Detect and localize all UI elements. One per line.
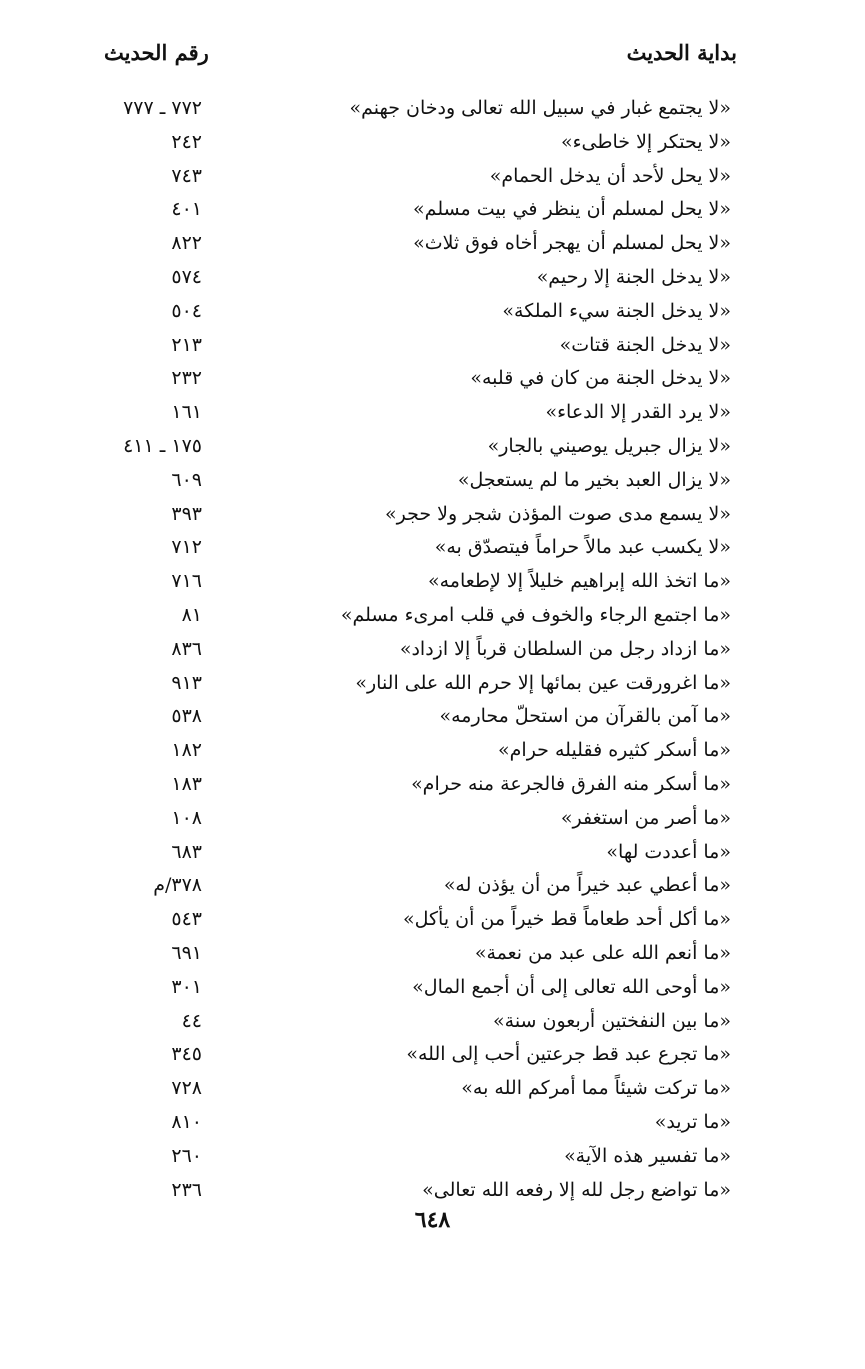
list-item xyxy=(0,769,865,803)
list-item xyxy=(0,735,865,769)
hadith-start-text: «ما تركت شيئاً مما أمركم الله به» xyxy=(461,1077,731,1100)
hadith-start-text: «ما أكل أحد طعاماً قط خيراً من أن يأكل» xyxy=(402,908,731,931)
page-number: ٦٤٨ xyxy=(414,1207,451,1233)
hadith-number: ٦٠٩ xyxy=(171,468,202,491)
hadith-number: ٥٠٤ xyxy=(171,299,202,322)
hadith-number: ٢٤٢ xyxy=(171,130,202,153)
hadith-number: ٣٧٨/م xyxy=(153,874,202,897)
list-item xyxy=(0,1073,865,1107)
hadith-number: ١٦١ xyxy=(171,401,202,424)
hadith-number: ٤٤ xyxy=(181,1009,202,1032)
hadith-number: ٢٦٠ xyxy=(171,1144,202,1167)
hadith-start-text: «ما بين النفختين أربعون سنة» xyxy=(493,1009,731,1032)
hadith-number: ٧١٢ xyxy=(171,536,202,559)
hadith-start-text: «لا يدخل الجنة سيء الملكة» xyxy=(502,299,731,322)
hadith-number: ٢٣٦ xyxy=(171,1178,202,1201)
hadith-number: ٢١٣ xyxy=(171,333,202,356)
list-item xyxy=(0,1039,865,1073)
hadith-start-text: «ما أصر من استغفر» xyxy=(560,806,731,829)
hadith-number: ٧٧٢ ـ ٧٧٧ xyxy=(123,97,202,119)
hadith-start-text: «ما أنعم الله على عبد من نعمة» xyxy=(474,941,731,964)
hadith-start-text: «لا يزال جبريل يوصيني بالجار» xyxy=(487,434,731,457)
hadith-start-text: «لا يزال العبد بخير ما لم يستعجل» xyxy=(457,468,731,491)
hadith-number: ٧٢٨ xyxy=(171,1077,202,1100)
hadith-start-text: «ما تريد» xyxy=(654,1110,731,1133)
hadith-number: ٤٠١ xyxy=(171,198,202,221)
hadith-number: ٦٨٣ xyxy=(171,840,202,863)
hadith-number: ٢٣٢ xyxy=(171,367,202,390)
hadith-start-text: «لا يرد القدر إلا الدعاء» xyxy=(545,401,731,424)
list-item xyxy=(0,566,865,600)
list-item xyxy=(0,532,865,566)
hadith-start-text: «ما تواضع رجل لله إلا رفعه الله تعالى» xyxy=(422,1178,731,1201)
hadith-number: ١٧٥ ـ ٤١١ xyxy=(123,434,202,457)
hadith-start-text: «لا يحل لمسلم أن ينظر في بيت مسلم» xyxy=(413,198,731,221)
hadith-number: ٦٩١ xyxy=(171,941,202,964)
hadith-number: ٥٤٣ xyxy=(171,908,202,931)
hadith-number: ٨١ xyxy=(181,603,202,626)
list-item xyxy=(0,431,865,465)
list-item xyxy=(0,1141,865,1175)
hadith-number: ٨٣٦ xyxy=(171,637,202,660)
list-item xyxy=(0,972,865,1006)
list-item xyxy=(0,296,865,330)
hadith-start-text: «ما ازداد رجل من السلطان قرباً إلا ازداد» xyxy=(399,637,731,660)
list-item xyxy=(0,837,865,871)
column-header-hadith-start: بداية الحديث xyxy=(626,40,737,65)
list-item xyxy=(0,194,865,228)
hadith-number: ٨١٠ xyxy=(171,1110,202,1133)
hadith-start-text: «لا يسمع مدى صوت المؤذن شجر ولا حجر» xyxy=(384,502,731,525)
hadith-number: ٣٠١ xyxy=(171,975,202,998)
list-item xyxy=(0,1006,865,1040)
hadith-start-text: «ما تجرع عبد قط جرعتين أحب إلى الله» xyxy=(406,1043,731,1066)
list-item xyxy=(0,938,865,972)
hadith-start-text: «لا يدخل الجنة قتات» xyxy=(559,333,731,356)
hadith-number: ٨٢٢ xyxy=(171,232,202,255)
hadith-number: ٩١٣ xyxy=(171,671,202,694)
list-item xyxy=(0,228,865,262)
hadith-index-list xyxy=(0,93,865,1208)
hadith-number: ٥٣٨ xyxy=(171,705,202,728)
hadith-start-text: «لا يدخل الجنة إلا رحيم» xyxy=(536,265,731,288)
list-item xyxy=(0,701,865,735)
hadith-number: ١٠٨ xyxy=(171,806,202,829)
list-item xyxy=(0,803,865,837)
hadith-number: ٧١٦ xyxy=(171,570,202,593)
hadith-start-text: «ما أوحى الله تعالى إلى أن أجمع المال» xyxy=(412,975,731,998)
hadith-number: ١٨٢ xyxy=(171,739,202,762)
list-item xyxy=(0,870,865,904)
hadith-start-text: «لا يحل لأحد أن يدخل الحمام» xyxy=(489,164,731,187)
list-item xyxy=(0,499,865,533)
hadith-number: ٥٧٤ xyxy=(171,265,202,288)
hadith-start-text: «لا يحتكر إلا خاطىء» xyxy=(560,130,731,153)
list-item xyxy=(0,1175,865,1209)
hadith-number: ٣٩٣ xyxy=(171,502,202,525)
list-item xyxy=(0,262,865,296)
column-header-hadith-number: رقم الحديث xyxy=(104,40,209,65)
hadith-start-text: «ما أعطي عبد خيراً من أن يؤذن له» xyxy=(443,874,731,897)
hadith-number: ١٨٣ xyxy=(171,772,202,795)
list-item xyxy=(0,1107,865,1141)
list-item xyxy=(0,127,865,161)
list-item xyxy=(0,904,865,938)
list-item xyxy=(0,600,865,634)
hadith-start-text: «لا يكسب عبد مالاً حراماً فيتصدّق به» xyxy=(434,536,731,559)
hadith-start-text: «ما اغرورقت عين بمائها إلا حرم الله على النار» xyxy=(355,671,731,694)
list-item xyxy=(0,465,865,499)
hadith-start-text: «ما أسكر كثيره فقليله حرام» xyxy=(498,739,731,762)
list-item xyxy=(0,397,865,431)
hadith-start-text: «لا يجتمع غبار في سبيل الله تعالى ودخان جهنم» xyxy=(349,97,731,119)
hadith-number: ٣٤٥ xyxy=(171,1043,202,1066)
hadith-start-text: «لا يحل لمسلم أن يهجر أخاه فوق ثلاث» xyxy=(413,232,731,255)
list-item xyxy=(0,93,865,127)
list-item xyxy=(0,161,865,195)
hadith-start-text: «ما آمن بالقرآن من استحلّ محارمه» xyxy=(439,705,731,728)
hadith-start-text: «ما اجتمع الرجاء والخوف في قلب امرىء مسلم» xyxy=(340,603,731,626)
hadith-start-text: «لا يدخل الجنة من كان في قلبه» xyxy=(470,367,731,390)
list-item xyxy=(0,668,865,702)
hadith-start-text: «ما اتخذ الله إبراهيم خليلاً إلا لإطعامه» xyxy=(427,570,731,593)
list-item xyxy=(0,363,865,397)
list-item xyxy=(0,634,865,668)
list-item xyxy=(0,330,865,364)
hadith-start-text: «ما أعددت لها» xyxy=(606,840,731,863)
hadith-number: ٧٤٣ xyxy=(171,164,202,187)
hadith-start-text: «ما تفسير هذه الآية» xyxy=(564,1144,731,1167)
hadith-start-text: «ما أسكر منه الفرق فالجرعة منه حرام» xyxy=(411,772,731,795)
